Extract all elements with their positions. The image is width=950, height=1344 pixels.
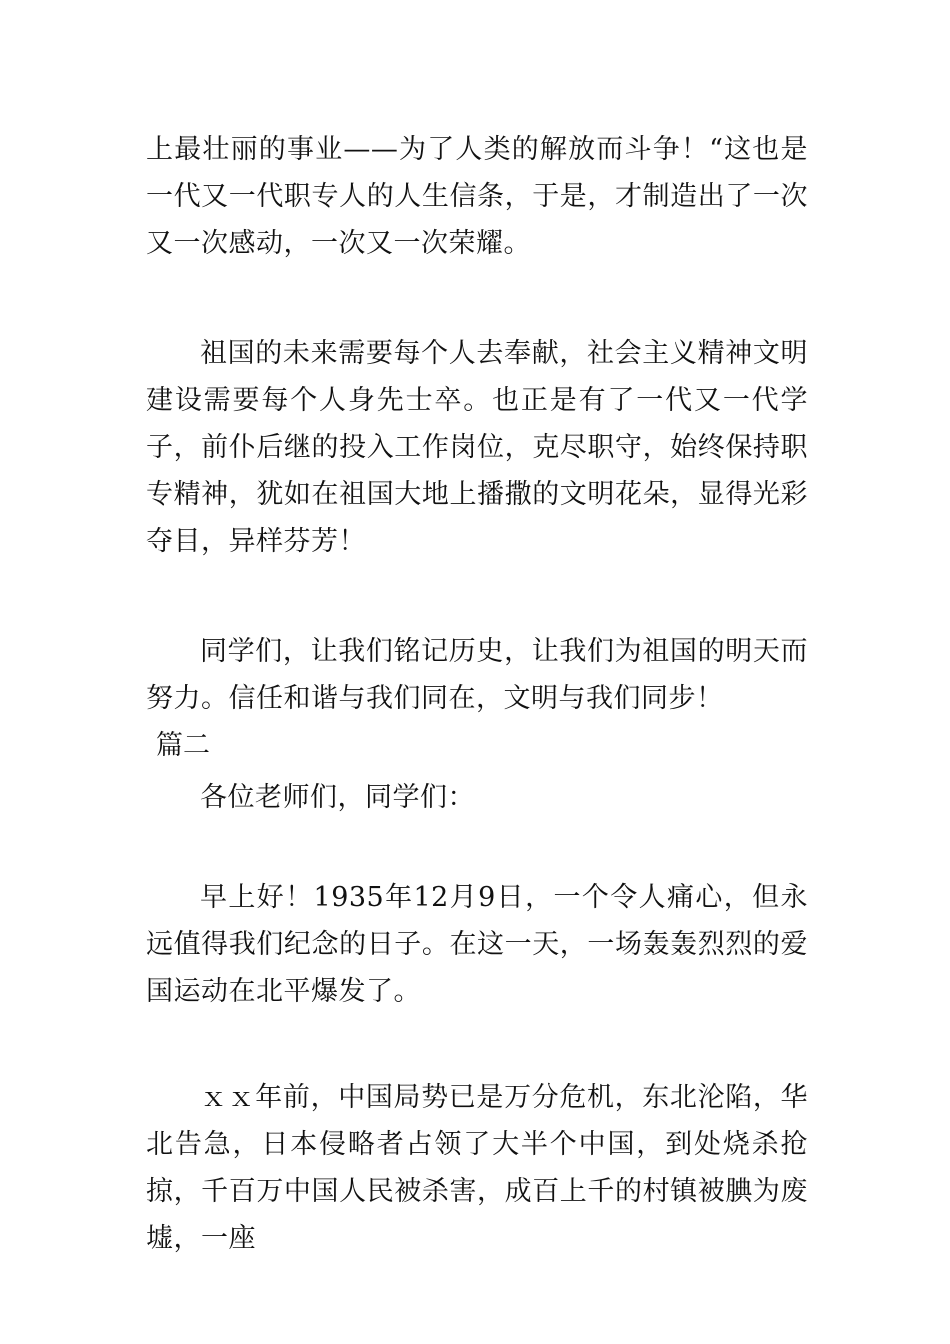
paragraph-history: ｘｘ年前，中国局势已是万分危机，东北沦陷，华北告急，日本侵略者占领了大半个中国，到处烧杀抢掠，千百万中国人民被杀害，成百上千的村镇被腆为废墟，一座 [146, 1082, 808, 1254]
paragraph-good-morning: 早上好！1935年12月9日，一个令人痛心，但永远值得我们纪念的日子。在这一天，一场轰轰烈烈的爱国运动在北平爆发了。 [146, 882, 808, 1007]
section-heading: 篇二 [156, 730, 210, 761]
paragraph-greeting: 各位老师们，同学们： [200, 782, 475, 813]
paragraph-remember-history: 同学们，让我们铭记历史，让我们为祖国的明天而努力。信任和谐与我们同在，文明与我们同步！ [146, 636, 808, 714]
paragraph-motherland-future: 祖国的未来需要每个人去奉献，社会主义精神文明建设需要每个人身先士卒。也正是有了一代又一代学子，前仆后继的投入工作岗位，克尽职守，始终保持职专精神，犹如在祖国大地上播撒的文明花朵，显得光彩夺目，异样芬芳！ [146, 338, 808, 557]
paragraph-continued: 上最壮丽的事业——为了人类的解放而斗争！“这也是一代又一代职专人的人生信条，于是，才制造出了一次又一次感动，一次又一次荣耀。 [146, 134, 808, 259]
